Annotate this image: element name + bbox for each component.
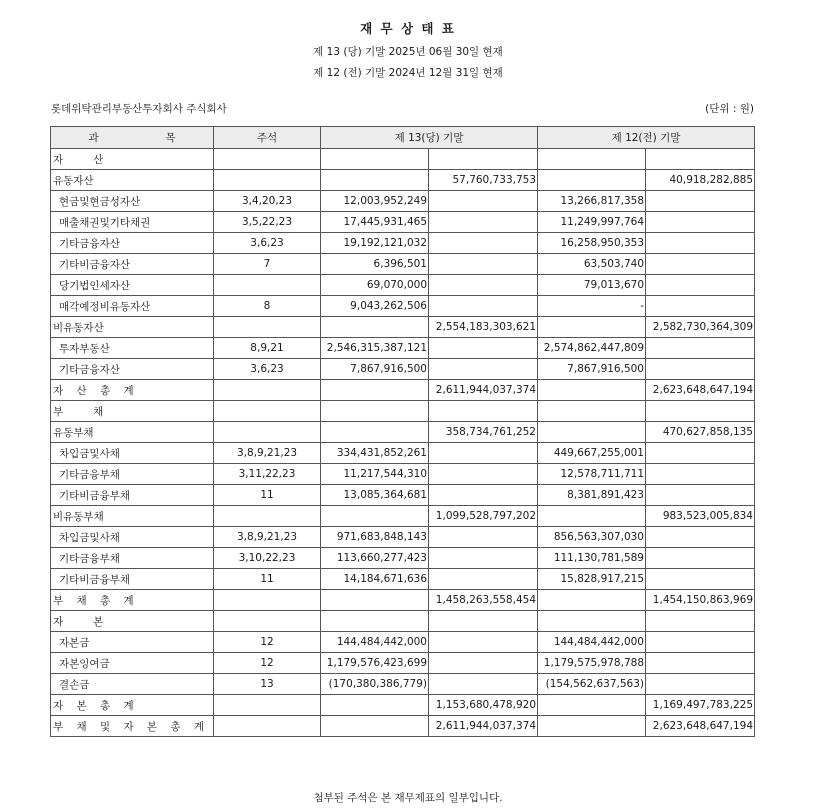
current-detail-cell	[321, 149, 429, 170]
note-cell: 8	[214, 296, 321, 317]
note-cell	[214, 590, 321, 611]
table-row	[51, 296, 755, 317]
prior-detail-cell: 13,266,817,358	[538, 191, 646, 212]
note-cell: 12	[214, 653, 321, 674]
note-cell: 3,8,9,21,23	[214, 443, 321, 464]
table-row	[51, 632, 755, 653]
prior-period-column-header: 제 12(전) 기말	[538, 127, 755, 149]
prior-total-cell	[646, 191, 755, 212]
current-total-cell	[429, 653, 538, 674]
prior-total-cell	[646, 401, 755, 422]
prior-total-cell: 1,454,150,863,969	[646, 590, 755, 611]
current-detail-cell: 2,546,315,387,121	[321, 338, 429, 359]
account-name-cell: 자 본	[51, 611, 214, 632]
current-detail-cell: 971,683,848,143	[321, 527, 429, 548]
note-cell: 7	[214, 254, 321, 275]
prior-total-cell: 470,627,858,135	[646, 422, 755, 443]
prior-total-cell	[646, 653, 755, 674]
prior-total-cell	[646, 485, 755, 506]
table-row	[51, 548, 755, 569]
prior-detail-cell: 15,828,917,215	[538, 569, 646, 590]
prior-detail-cell	[538, 380, 646, 401]
account-name-cell: 유동부채	[51, 422, 214, 443]
account-name-cell: 기타비금융부채	[51, 569, 214, 590]
prior-total-cell: 2,623,648,647,194	[646, 716, 755, 737]
current-detail-cell	[321, 611, 429, 632]
table-row	[51, 233, 755, 254]
current-detail-cell	[321, 590, 429, 611]
prior-total-cell	[646, 443, 755, 464]
note-cell: 3,10,22,23	[214, 548, 321, 569]
account-name-cell: 부 채	[51, 401, 214, 422]
prior-total-cell	[646, 233, 755, 254]
current-detail-cell	[321, 695, 429, 716]
table-row	[51, 674, 755, 695]
current-total-cell	[429, 149, 538, 170]
table-row	[51, 527, 755, 548]
account-name-cell: 기타금융부채	[51, 464, 214, 485]
note-cell: 3,11,22,23	[214, 464, 321, 485]
prior-detail-cell: 2,574,862,447,809	[538, 338, 646, 359]
prior-total-cell	[646, 611, 755, 632]
prior-detail-cell	[538, 401, 646, 422]
prior-detail-cell: 1,179,575,978,788	[538, 653, 646, 674]
prior-period-label: 제 12 (전) 기말 2024년 12월 31일 현재	[313, 67, 503, 79]
current-detail-cell: 1,179,576,423,699	[321, 653, 429, 674]
table-row	[51, 716, 755, 737]
table-row	[51, 611, 755, 632]
prior-detail-cell	[538, 590, 646, 611]
account-name-cell: 결손금	[51, 674, 214, 695]
current-total-cell: 1,458,263,558,454	[429, 590, 538, 611]
table-row	[51, 569, 755, 590]
current-total-cell	[429, 548, 538, 569]
current-detail-cell	[321, 170, 429, 191]
current-detail-cell: 6,396,501	[321, 254, 429, 275]
current-detail-cell: 19,192,121,032	[321, 233, 429, 254]
account-name-cell: 비유동부채	[51, 506, 214, 527]
current-period-column-header: 제 13(당) 기말	[321, 127, 538, 149]
table-row	[51, 401, 755, 422]
prior-detail-cell: 12,578,711,711	[538, 464, 646, 485]
prior-detail-cell: 79,013,670	[538, 275, 646, 296]
note-cell: 11	[214, 569, 321, 590]
current-detail-cell: 12,003,952,249	[321, 191, 429, 212]
current-total-cell	[429, 674, 538, 695]
prior-detail-cell: (154,562,637,563)	[538, 674, 646, 695]
account-name-cell: 매출채권및기타채권	[51, 212, 214, 233]
account-name-cell: 부 채 총 계	[51, 590, 214, 611]
current-total-cell	[429, 212, 538, 233]
current-detail-cell: 9,043,262,506	[321, 296, 429, 317]
current-detail-cell: 69,070,000	[321, 275, 429, 296]
current-detail-cell: 334,431,852,261	[321, 443, 429, 464]
prior-total-cell: 2,582,730,364,309	[646, 317, 755, 338]
current-total-cell	[429, 275, 538, 296]
table-row	[51, 443, 755, 464]
table-row	[51, 170, 755, 191]
prior-total-cell	[646, 632, 755, 653]
table-row	[51, 464, 755, 485]
table-row	[51, 212, 755, 233]
prior-total-cell: 40,918,282,885	[646, 170, 755, 191]
prior-detail-cell	[538, 317, 646, 338]
current-total-cell	[429, 485, 538, 506]
prior-detail-cell: 8,381,891,423	[538, 485, 646, 506]
prior-detail-cell: 16,258,950,353	[538, 233, 646, 254]
prior-detail-cell: 111,130,781,589	[538, 548, 646, 569]
current-total-cell: 1,153,680,478,920	[429, 695, 538, 716]
prior-detail-cell	[538, 695, 646, 716]
table-row	[51, 380, 755, 401]
current-total-cell: 1,099,528,797,202	[429, 506, 538, 527]
current-detail-cell	[321, 401, 429, 422]
account-name-cell: 기타금융자산	[51, 233, 214, 254]
current-detail-cell: 13,085,364,681	[321, 485, 429, 506]
prior-detail-cell: 7,867,916,500	[538, 359, 646, 380]
note-cell: 3,4,20,23	[214, 191, 321, 212]
current-total-cell: 2,611,944,037,374	[429, 380, 538, 401]
account-name-cell: 자본잉여금	[51, 653, 214, 674]
prior-detail-cell: -	[538, 296, 646, 317]
current-detail-cell: 144,484,442,000	[321, 632, 429, 653]
note-cell	[214, 275, 321, 296]
prior-total-cell	[646, 254, 755, 275]
account-name-cell: 기타비금융자산	[51, 254, 214, 275]
note-cell	[214, 380, 321, 401]
prior-total-cell	[646, 296, 755, 317]
note-cell	[214, 422, 321, 443]
note-cell	[214, 149, 321, 170]
current-total-cell	[429, 254, 538, 275]
table-row	[51, 506, 755, 527]
note-cell: 12	[214, 632, 321, 653]
note-column-header: 주석	[214, 127, 321, 149]
prior-total-cell	[646, 674, 755, 695]
prior-total-cell	[646, 338, 755, 359]
note-cell	[214, 401, 321, 422]
prior-total-cell	[646, 149, 755, 170]
note-cell: 3,6,23	[214, 233, 321, 254]
table-row	[51, 422, 755, 443]
table-row	[51, 338, 755, 359]
account-name-cell: 자 본 총 계	[51, 695, 214, 716]
current-detail-cell: (170,380,386,779)	[321, 674, 429, 695]
account-name-cell: 자본금	[51, 632, 214, 653]
current-total-cell	[429, 464, 538, 485]
current-total-cell	[429, 632, 538, 653]
account-name-cell: 현금및현금성자산	[51, 191, 214, 212]
note-cell	[214, 506, 321, 527]
note-cell	[214, 611, 321, 632]
current-total-cell	[429, 527, 538, 548]
note-cell	[214, 317, 321, 338]
account-name-cell: 기타금융자산	[51, 359, 214, 380]
current-detail-cell: 17,445,931,465	[321, 212, 429, 233]
table-row	[51, 590, 755, 611]
prior-detail-cell: 144,484,442,000	[538, 632, 646, 653]
note-cell: 3,8,9,21,23	[214, 527, 321, 548]
prior-total-cell	[646, 527, 755, 548]
account-name-cell: 당기법인세자산	[51, 275, 214, 296]
prior-detail-cell	[538, 170, 646, 191]
note-cell	[214, 170, 321, 191]
current-total-cell: 358,734,761,252	[429, 422, 538, 443]
current-detail-cell	[321, 716, 429, 737]
table-row	[51, 485, 755, 506]
table-header-row	[51, 127, 755, 149]
note-cell	[214, 716, 321, 737]
footnote: 첨부된 주석은 본 재무제표의 일부입니다.	[313, 792, 503, 804]
account-name-cell: 기타금융부채	[51, 548, 214, 569]
balance-sheet-table	[50, 126, 755, 737]
table-row	[51, 695, 755, 716]
note-cell: 13	[214, 674, 321, 695]
current-detail-cell	[321, 380, 429, 401]
table-row	[51, 191, 755, 212]
table-row	[51, 254, 755, 275]
prior-detail-cell	[538, 716, 646, 737]
current-period-label: 제 13 (당) 기말 2025년 06월 30일 현재	[313, 46, 503, 58]
current-detail-cell: 113,660,277,423	[321, 548, 429, 569]
current-total-cell	[429, 359, 538, 380]
account-name-cell: 유동자산	[51, 170, 214, 191]
account-name-cell: 매각예정비유동자산	[51, 296, 214, 317]
note-cell: 3,5,22,23	[214, 212, 321, 233]
account-name-cell: 비유동자산	[51, 317, 214, 338]
current-total-cell	[429, 191, 538, 212]
prior-detail-cell: 449,667,255,001	[538, 443, 646, 464]
prior-total-cell	[646, 212, 755, 233]
note-cell	[214, 695, 321, 716]
note-cell: 11	[214, 485, 321, 506]
prior-detail-cell	[538, 506, 646, 527]
prior-detail-cell	[538, 422, 646, 443]
account-name-cell: 기타비금융부채	[51, 485, 214, 506]
account-name-cell: 차입금및사채	[51, 443, 214, 464]
current-detail-cell: 11,217,544,310	[321, 464, 429, 485]
table-row	[51, 359, 755, 380]
prior-total-cell: 2,623,648,647,194	[646, 380, 755, 401]
current-total-cell	[429, 569, 538, 590]
account-name-cell: 자 산	[51, 149, 214, 170]
prior-detail-cell	[538, 611, 646, 632]
prior-detail-cell	[538, 149, 646, 170]
prior-detail-cell: 856,563,307,030	[538, 527, 646, 548]
prior-total-cell	[646, 569, 755, 590]
table-row	[51, 275, 755, 296]
current-total-cell	[429, 296, 538, 317]
table-row	[51, 653, 755, 674]
prior-total-cell	[646, 359, 755, 380]
current-total-cell: 2,611,944,037,374	[429, 716, 538, 737]
statement-title: 재 무 상 태 표	[360, 21, 456, 36]
subject-column-header: 과 목	[51, 127, 214, 149]
account-name-cell: 부 채 및 자 본 총 계	[51, 716, 214, 737]
current-total-cell	[429, 611, 538, 632]
prior-total-cell	[646, 464, 755, 485]
account-name-cell: 투자부동산	[51, 338, 214, 359]
prior-detail-cell: 11,249,997,764	[538, 212, 646, 233]
company-name: 롯데위탁관리부동산투자회사 주식회사	[51, 103, 227, 115]
current-total-cell	[429, 443, 538, 464]
table-row	[51, 149, 755, 170]
current-total-cell	[429, 338, 538, 359]
current-detail-cell	[321, 422, 429, 443]
current-total-cell	[429, 233, 538, 254]
prior-detail-cell: 63,503,740	[538, 254, 646, 275]
current-total-cell: 57,760,733,753	[429, 170, 538, 191]
table-row	[51, 317, 755, 338]
account-name-cell: 차입금및사채	[51, 527, 214, 548]
prior-total-cell: 983,523,005,834	[646, 506, 755, 527]
current-detail-cell: 14,184,671,636	[321, 569, 429, 590]
account-name-cell: 자 산 총 계	[51, 380, 214, 401]
current-detail-cell: 7,867,916,500	[321, 359, 429, 380]
note-cell: 3,6,23	[214, 359, 321, 380]
current-detail-cell	[321, 317, 429, 338]
prior-total-cell	[646, 548, 755, 569]
current-total-cell: 2,554,183,303,621	[429, 317, 538, 338]
current-total-cell	[429, 401, 538, 422]
note-cell: 8,9,21	[214, 338, 321, 359]
prior-total-cell: 1,169,497,783,225	[646, 695, 755, 716]
current-detail-cell	[321, 506, 429, 527]
prior-total-cell	[646, 275, 755, 296]
unit-label: (단위 : 원)	[705, 103, 754, 115]
